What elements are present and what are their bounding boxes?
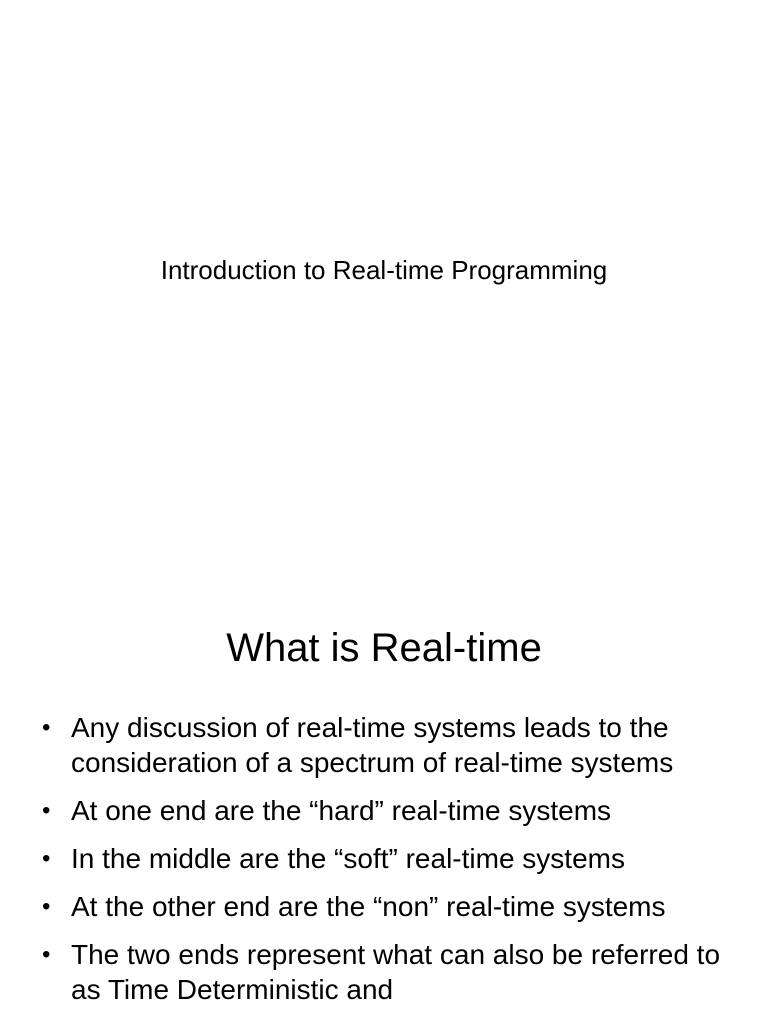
bullet-item	[0, 793, 768, 828]
bullet-item	[0, 937, 768, 1007]
bullet-item	[0, 889, 768, 924]
slide-2	[0, 576, 768, 1024]
bullet-text: At the other end are the “non” real-time systems	[71, 891, 666, 922]
bullet-dot-icon: •	[42, 941, 51, 968]
bullet-dot-icon: •	[42, 845, 51, 872]
bullet-list	[0, 710, 768, 1020]
bullet-dot-icon: •	[42, 797, 51, 824]
slide-title: What is Real-time	[226, 626, 542, 670]
bullet-dot-icon: •	[42, 893, 51, 920]
bullet-text: In the middle are the “soft” real-time systems	[71, 843, 625, 874]
bullet-text: The two ends represent what can also be referred to as Time Deterministic and	[71, 939, 721, 1005]
bullet-item	[0, 841, 768, 876]
slide-title: Introduction to Real-time Programming	[160, 255, 608, 285]
bullet-dot-icon: •	[42, 714, 51, 741]
bullet-text: At one end are the “hard” real-time systems	[71, 795, 612, 826]
bullet-text: Any discussion of real-time systems leads to the consideration of a spectrum of real-time systems	[71, 712, 674, 778]
bullet-item	[0, 710, 768, 780]
